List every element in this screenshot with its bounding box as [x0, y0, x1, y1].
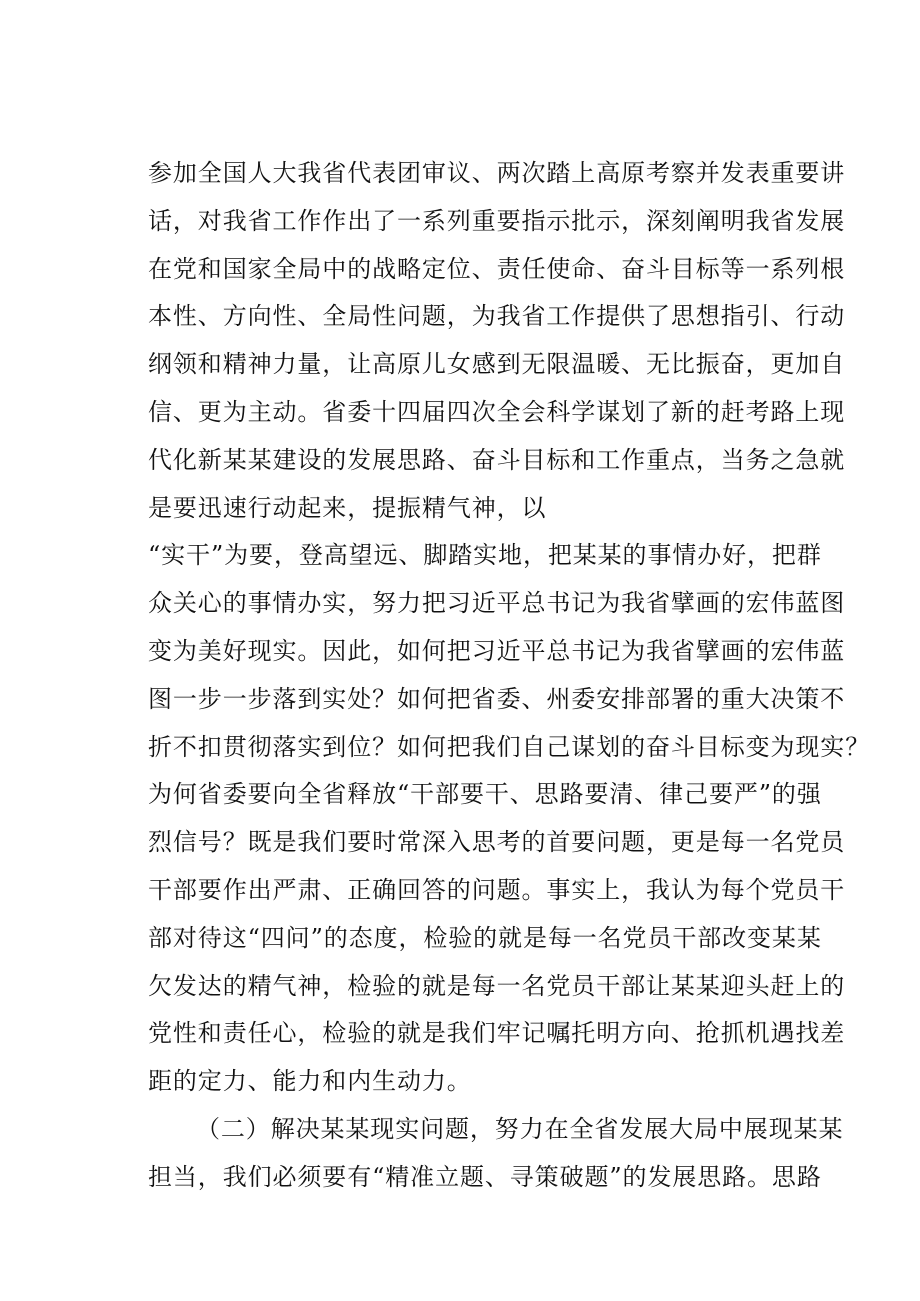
text-line-12: 图一步一步落到实处？如何把省委、州委安排部署的重大决策不 [148, 684, 846, 713]
text-line-3: 在党和国家全局中的战略定位、责任使命、奋斗目标等一系列根 [148, 254, 846, 283]
text-line-20: 距的定力、能力和内生动力。 [148, 1067, 472, 1096]
text-line-18: 欠发达的精气神，检验的就是每一名党员干部让某某迎头赶上的 [148, 971, 846, 1000]
text-line-4: 本性、方向性、全局性问题，为我省工作提供了思想指引、行动 [148, 302, 846, 331]
text-line-2: 话，对我省工作作出了一系列重要指示批示，深刻阐明我省发展 [148, 206, 846, 235]
text-line-9: “实干”为要，登高望远、脚踏实地，把某某的事情办好，把群 [148, 541, 822, 570]
text-line-15: 烈信号？既是我们要时常深入思考的首要问题，更是每一名党员 [148, 828, 846, 857]
text-line-16: 干部要作出严肃、正确回答的问题。事实上，我认为每个党员干 [148, 875, 846, 904]
text-line-1: 参加全国人大我省代表团审议、两次踏上高原考察并发表重要讲 [148, 159, 846, 187]
text-line-19: 党性和责任心，检验的就是我们牢记嘱托明方向、抢抓机遇找差 [148, 1019, 846, 1048]
text-line-22: 担当，我们必须要有“精准立题、寻策破题”的发展思路。思路 [148, 1162, 822, 1191]
text-line-6: 信、更为主动。省委十四届四次全会科学谋划了新的赶考路上现 [148, 397, 846, 426]
text-line-11: 变为美好现实。因此，如何把习近平总书记为我省擘画的宏伟蓝 [148, 636, 846, 665]
body-text [148, 150, 871, 1202]
text-line-5: 纲领和精神力量，让高原儿女感到无限温暖、无比振奋，更加自 [148, 350, 846, 379]
text-line-10: 众关心的事情办实，努力把习近平总书记为我省擘画的宏伟蓝图 [148, 589, 846, 618]
section-heading-line: （二）解决某某现实问题，努力在全省发展大局中展现某某 [196, 1114, 844, 1143]
text-line-8: 是要迅速行动起来，提振精气神，以 [148, 493, 547, 522]
text-line-7: 代化新某某建设的发展思路、奋斗目标和工作重点，当务之急就 [148, 445, 846, 474]
text-line-14: 为何省委要向全省释放“干部要干、思路要清、律己要严”的强 [148, 780, 822, 809]
text-line-13: 折不扣贯彻落实到位？如何把我们自己谋划的奋斗目标变为现实？ [148, 732, 871, 761]
text-line-17: 部对待这“四问”的态度，检验的就是每一名党员干部改变某某 [148, 923, 822, 952]
